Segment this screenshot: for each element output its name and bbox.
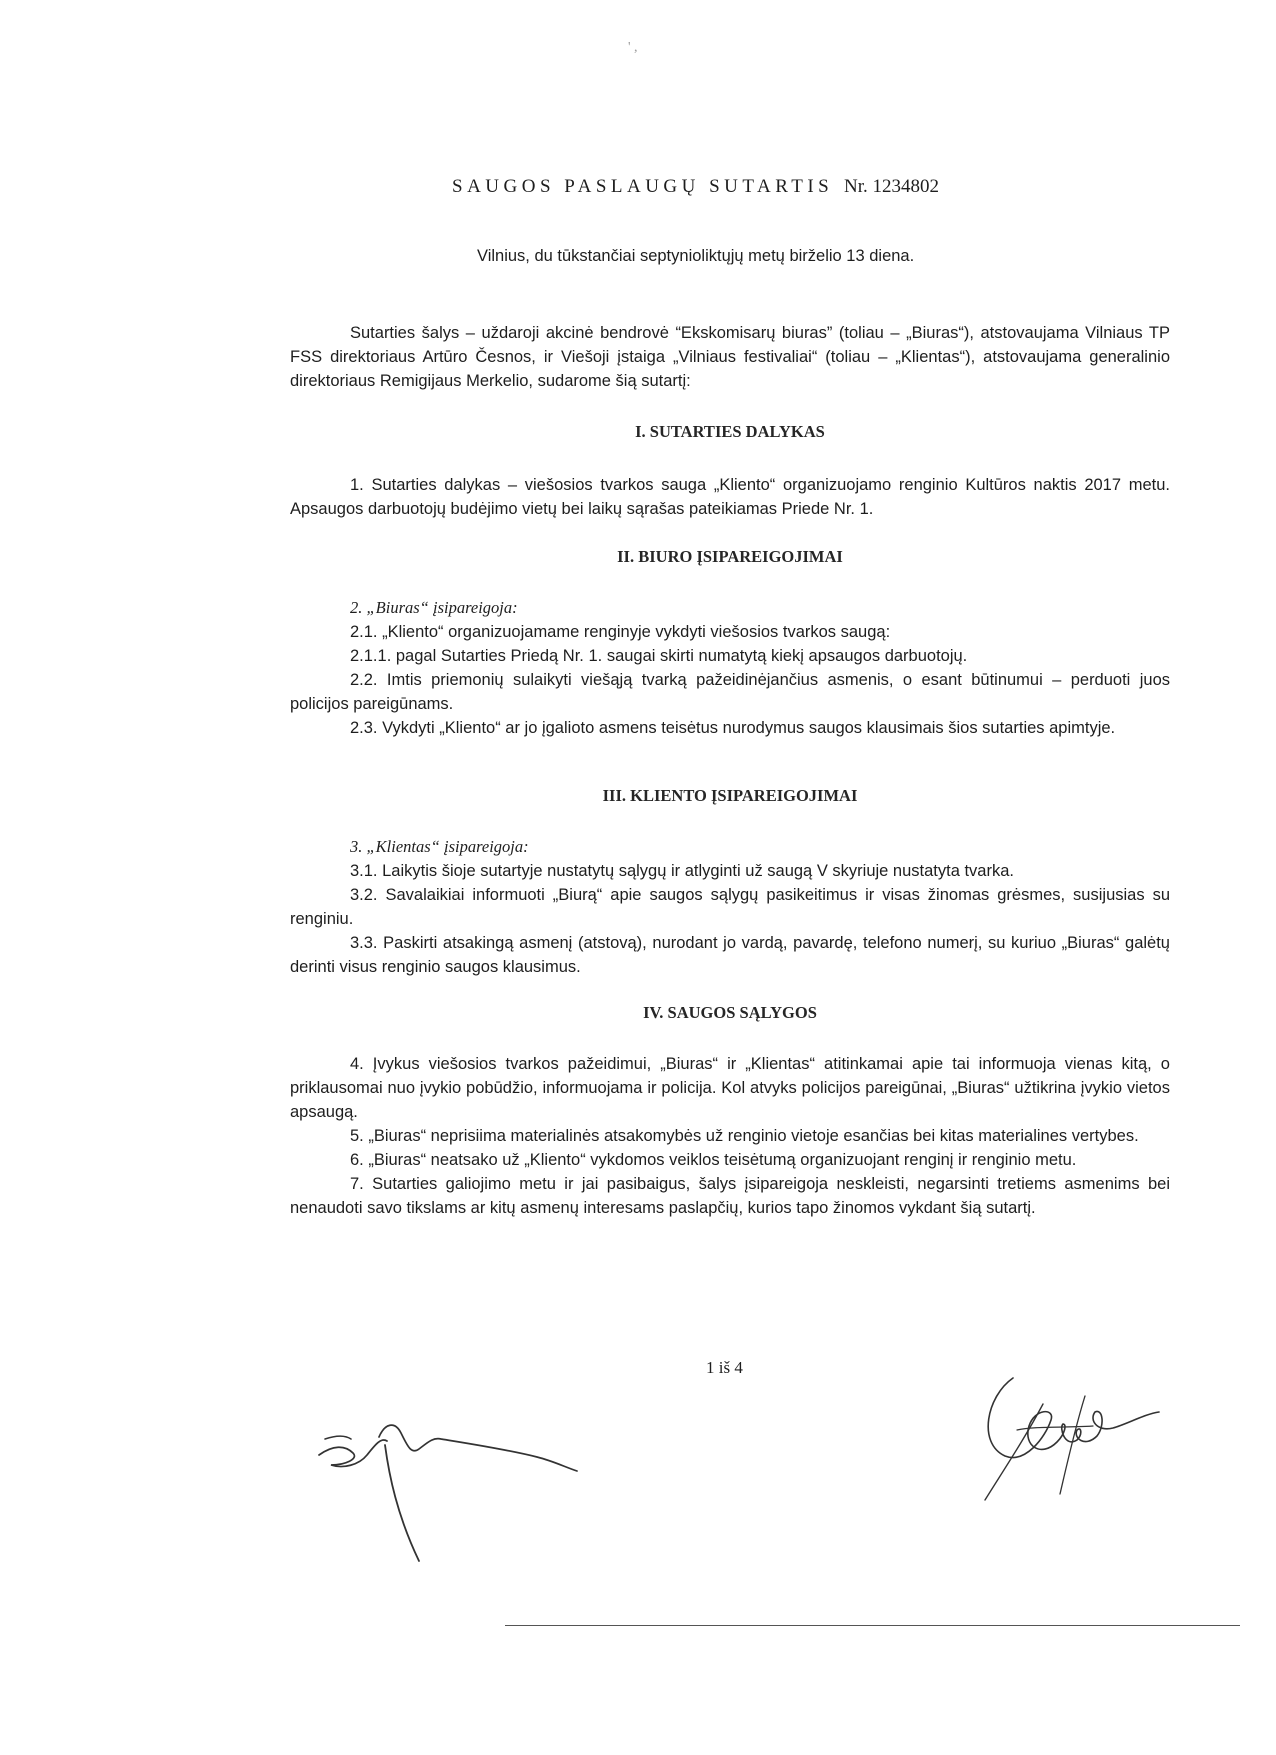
clause-3-2: 3.2. Savalaikiai informuoti „Biurą“ apie saugos sąlygų pasikeitimus ir visas žinomas grėsmes, susijusias su renginiu. [290, 886, 1170, 928]
clause-7: 7. Sutarties galiojimo metu ir jai pasibaigus, šalys įsipareigoja neskleisti, negarsinti tretiems asmenims bei nenaudoti savo tikslams ar kitų asmenų interesams paslapčių, kurios tapo žinomos vykdant šią sutartį. [290, 1175, 1170, 1217]
clause-6: 6. „Biuras“ neatsako už „Kliento“ vykdomos veiklos teisėtumą organizuojant renginį ir renginio metu. [350, 1151, 1077, 1169]
scan-mark: ' , [628, 40, 638, 55]
title-text: SAUGOS PASLAUGŲ SUTARTIS [452, 176, 834, 197]
section-4-body [290, 1052, 1170, 1220]
contract-number: Nr. 1234802 [844, 176, 939, 197]
clause-5: 5. „Biuras“ neprisiima materialinės atsakomybės už renginio vietoje esančias bei kitas materialines vertybes. [350, 1127, 1139, 1145]
clause-2-3: 2.3. Vykdyti „Kliento“ ar jo įgalioto asmens teisėtus nurodymus saugos klausimais šios sutarties apimtyje. [350, 719, 1116, 737]
signature-left [315, 1415, 615, 1565]
clause-2-lead: 2. „Biuras“ įsipareigoja: [350, 598, 518, 617]
section-heading-4: IV. SAUGOS SĄLYGOS [643, 1003, 817, 1022]
intro-paragraph [290, 321, 1170, 393]
clause-3-1: 3.1. Laikytis šioje sutartyje nustatytų sąlygų ir atlyginti už saugą V skyriuje nustatyta tvarka. [350, 862, 1014, 880]
signature-right [965, 1368, 1165, 1508]
intro-text: Sutarties šalys – uždaroji akcinė bendrovė “Ekskomisarų biuras” (toliau – „Biuras“), atstovaujama Vilniaus TP FSS direktoriaus Artūro Česnos, ir Viešoji įstaiga „Vilniaus festivaliai“ (toliau – „Klientas“), atstovaujama generalinio direktoriaus Remigijaus Merkelio, sudarome šią sutartį: [290, 324, 1170, 390]
clause-2-1-1: 2.1.1. pagal Sutarties Priedą Nr. 1. saugai skirti numatytą kiekį apsaugos darbuotojų. [350, 647, 968, 665]
clause-2-2: 2.2. Imtis priemonių sulaikyti viešąją tvarką pažeidinėjančius asmenis, o esant būtinumui – perduoti juos policijos pareigūnams. [290, 671, 1170, 713]
clause-3-3: 3.3. Paskirti atsakingą asmenį (atstovą), nurodant jo vardą, pavardę, telefono numerį, su kuriuo „Biuras“ galėtų derinti visus renginio saugos klausimus. [290, 934, 1170, 976]
section-heading-3: III. KLIENTO ĮSIPAREIGOJIMAI [602, 786, 858, 805]
clause-2-1: 2.1. „Kliento“ organizuojamame renginyje vykdyti viešosios tvarkos saugą: [350, 623, 891, 641]
section-2-body [290, 596, 1170, 740]
clause-3-lead: 3. „Klientas“ įsipareigoja: [350, 837, 529, 856]
section-3-body [290, 835, 1170, 979]
section-heading-2: II. BIURO ĮSIPAREIGOJIMAI [617, 547, 843, 566]
section-heading-1: I. SUTARTIES DALYKAS [635, 422, 825, 441]
section-1-body [290, 473, 1170, 521]
document-title [452, 176, 939, 198]
place-and-date: Vilnius, du tūkstančiai septynioliktųjų metų birželio 13 diena. [477, 247, 915, 265]
clause-4: 4. Įvykus viešosios tvarkos pažeidimui, „Biuras“ ir „Klientas“ atitinkamai apie tai informuoja vienas kitą, o priklausomai nuo įvykio pobūdžio, informuojama ir policija. Kol atvyks policijos pareigūnai, „Biuras“ užtikrina įvykio vietos apsaugą. [290, 1055, 1170, 1121]
clause-1: 1. Sutarties dalykas – viešosios tvarkos sauga „Kliento“ organizuojamo renginio Kultūros naktis 2017 metu. Apsaugos darbuotojų budėjimo vietų bei laikų sąrašas pateikiamas Priede Nr. 1. [290, 476, 1170, 518]
footer-rule [505, 1625, 1240, 1626]
page-number: 1 iš 4 [706, 1358, 743, 1377]
